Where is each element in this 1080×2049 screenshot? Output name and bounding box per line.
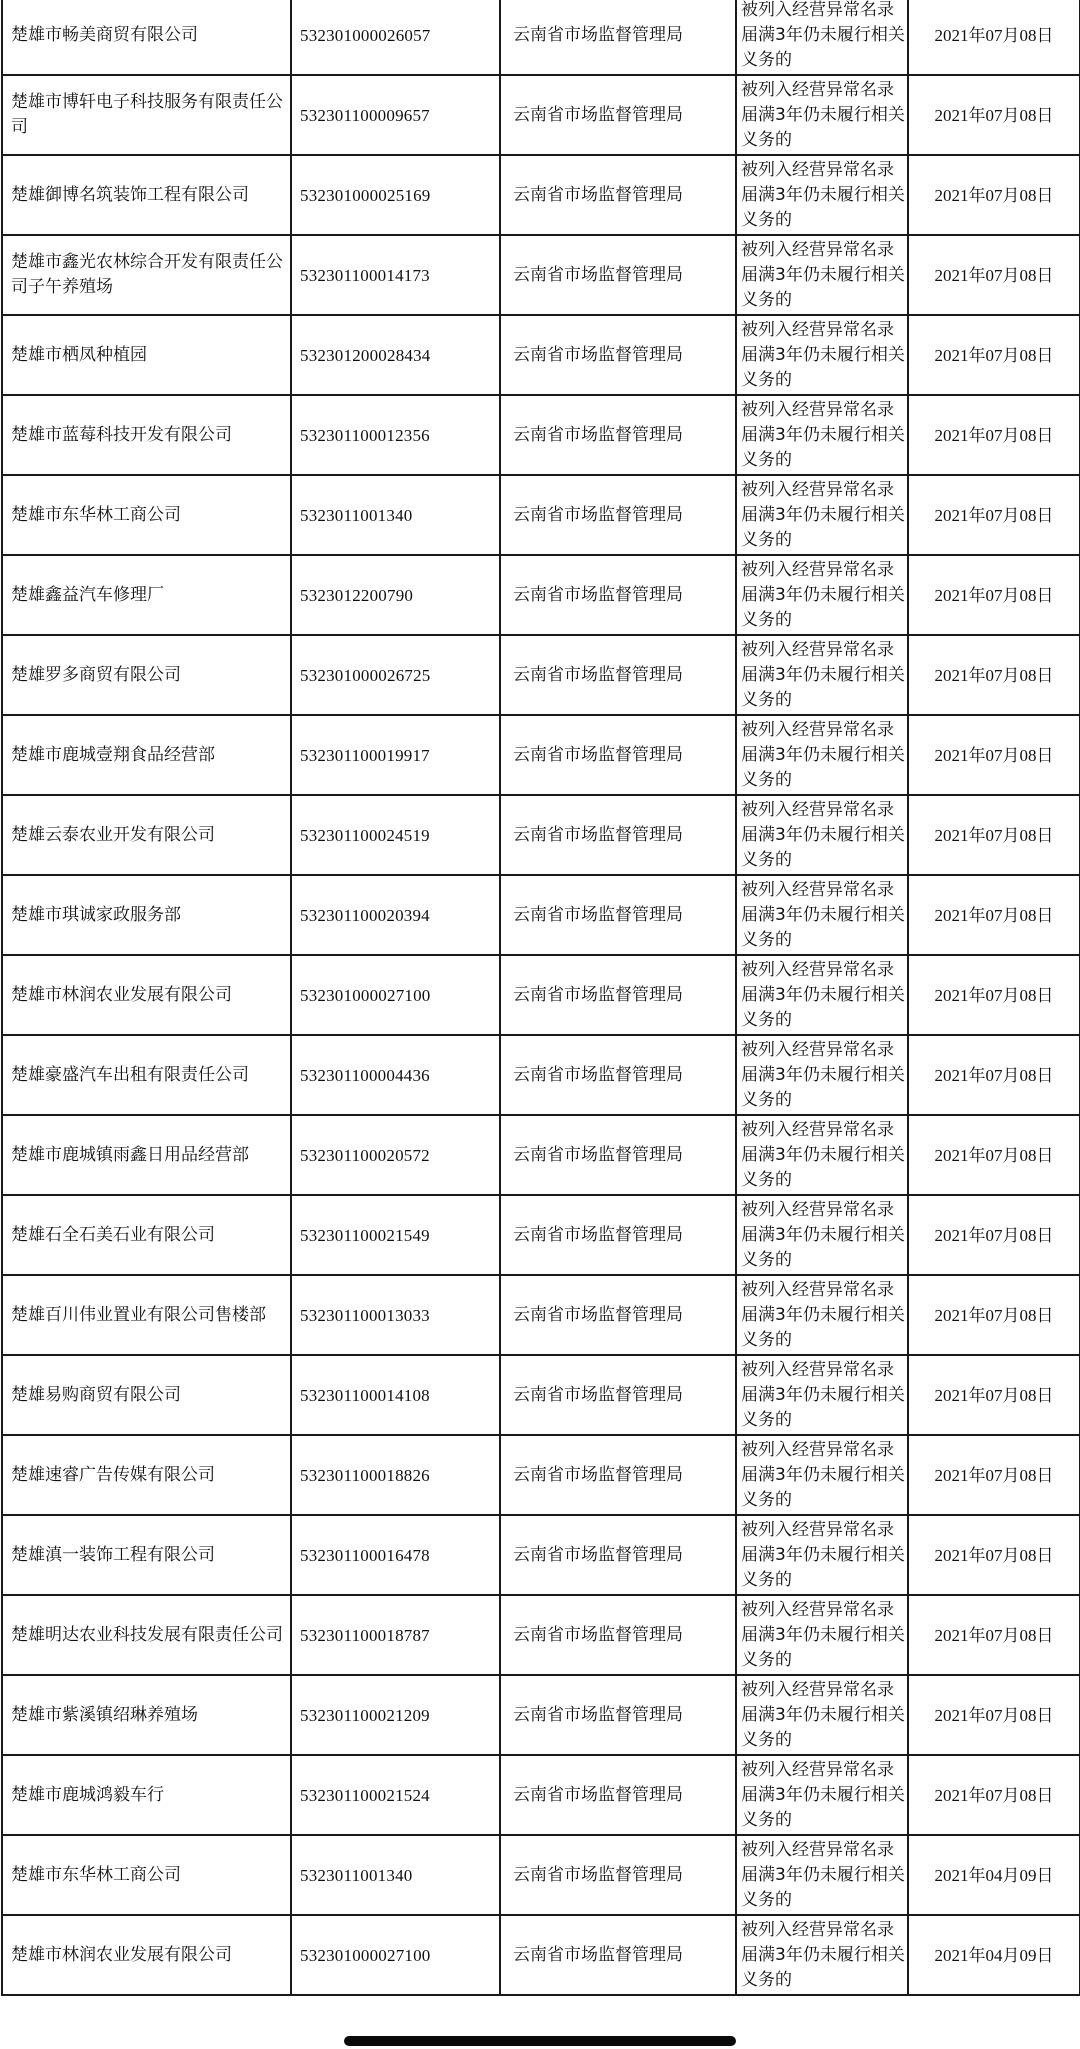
company-name-cell: 楚雄市紫溪镇绍琳养殖场	[2, 1675, 291, 1755]
authority-cell: 云南省市场监督管理局	[500, 1595, 736, 1675]
date-cell: 2021年07月08日	[908, 475, 1080, 555]
company-name-cell: 楚雄市林润农业发展有限公司	[2, 1915, 291, 1995]
authority-cell: 云南省市场监督管理局	[500, 1435, 736, 1515]
authority-cell: 云南省市场监督管理局	[500, 1355, 736, 1435]
date-cell: 2021年07月08日	[908, 1195, 1080, 1275]
company-name-cell: 楚雄鑫益汽车修理厂	[2, 555, 291, 635]
reason-cell: 被列入经营异常名录届满3年仍未履行相关义务的	[736, 1035, 908, 1115]
registration-code-cell: 532301100014108	[291, 1355, 500, 1435]
company-name-cell: 楚雄明达农业科技发展有限责任公司	[2, 1595, 291, 1675]
date-cell: 2021年04月09日	[908, 1835, 1080, 1915]
reason-cell: 被列入经营异常名录届满3年仍未履行相关义务的	[736, 875, 908, 955]
registration-code-cell: 532301100020572	[291, 1115, 500, 1195]
table-row	[2, 635, 1080, 715]
authority-cell: 云南省市场监督管理局	[500, 875, 736, 955]
reason-cell: 被列入经营异常名录届满3年仍未履行相关义务的	[736, 1595, 908, 1675]
date-cell: 2021年07月08日	[908, 1115, 1080, 1195]
company-name-cell: 楚雄罗多商贸有限公司	[2, 635, 291, 715]
registration-code-cell: 5323011001340	[291, 475, 500, 555]
table-row	[2, 1355, 1080, 1435]
table-row	[2, 955, 1080, 1035]
authority-cell: 云南省市场监督管理局	[500, 155, 736, 235]
registration-code-cell: 532301100014173	[291, 235, 500, 315]
date-cell: 2021年04月09日	[908, 1915, 1080, 1995]
authority-cell: 云南省市场监督管理局	[500, 315, 736, 395]
authority-cell: 云南省市场监督管理局	[500, 395, 736, 475]
authority-cell: 云南省市场监督管理局	[500, 1035, 736, 1115]
date-cell: 2021年07月08日	[908, 955, 1080, 1035]
company-name-cell: 楚雄速睿广告传媒有限公司	[2, 1435, 291, 1515]
date-cell: 2021年07月08日	[908, 1435, 1080, 1515]
company-name-cell: 楚雄市东华林工商公司	[2, 475, 291, 555]
reason-cell: 被列入经营异常名录届满3年仍未履行相关义务的	[736, 1355, 908, 1435]
reason-cell: 被列入经营异常名录届满3年仍未履行相关义务的	[736, 955, 908, 1035]
date-cell: 2021年07月08日	[908, 315, 1080, 395]
authority-cell: 云南省市场监督管理局	[500, 235, 736, 315]
reason-cell: 被列入经营异常名录届满3年仍未履行相关义务的	[736, 1515, 908, 1595]
date-cell: 2021年07月08日	[908, 715, 1080, 795]
registration-code-cell: 532301000027100	[291, 955, 500, 1035]
company-name-cell: 楚雄市鹿城镇雨鑫日用品经营部	[2, 1115, 291, 1195]
table-row	[2, 1915, 1080, 1995]
reason-cell: 被列入经营异常名录届满3年仍未履行相关义务的	[736, 155, 908, 235]
reason-cell: 被列入经营异常名录届满3年仍未履行相关义务的	[736, 1755, 908, 1835]
table-row	[2, 1035, 1080, 1115]
revocation-table	[1, 0, 1080, 1996]
date-cell: 2021年07月08日	[908, 1515, 1080, 1595]
table-row	[2, 1115, 1080, 1195]
home-indicator-bar[interactable]	[344, 2036, 736, 2046]
authority-cell: 云南省市场监督管理局	[500, 1275, 736, 1355]
table-row	[2, 235, 1080, 315]
company-name-cell: 楚雄市鹿城鸿毅车行	[2, 1755, 291, 1835]
date-cell: 2021年07月08日	[908, 1355, 1080, 1435]
table-row	[2, 1755, 1080, 1835]
reason-cell: 被列入经营异常名录届满3年仍未履行相关义务的	[736, 795, 908, 875]
table-row	[2, 395, 1080, 475]
authority-cell: 云南省市场监督管理局	[500, 1195, 736, 1275]
reason-cell: 被列入经营异常名录届满3年仍未履行相关义务的	[736, 1915, 908, 1995]
registration-code-cell: 532301100016478	[291, 1515, 500, 1595]
table-row	[2, 1435, 1080, 1515]
company-name-cell: 楚雄市东华林工商公司	[2, 1835, 291, 1915]
registration-code-cell: 532301100004436	[291, 1035, 500, 1115]
authority-cell: 云南省市场监督管理局	[500, 475, 736, 555]
registration-code-cell: 5323011001340	[291, 1835, 500, 1915]
company-name-cell: 楚雄市博轩电子科技服务有限责任公司	[2, 75, 291, 155]
reason-cell: 被列入经营异常名录届满3年仍未履行相关义务的	[736, 1115, 908, 1195]
table-row	[2, 1675, 1080, 1755]
registration-code-cell: 532301000025169	[291, 155, 500, 235]
table-row	[2, 0, 1080, 75]
table-row	[2, 1195, 1080, 1275]
table-row	[2, 475, 1080, 555]
company-name-cell: 楚雄市畅美商贸有限公司	[2, 0, 291, 75]
date-cell: 2021年07月08日	[908, 0, 1080, 75]
authority-cell: 云南省市场监督管理局	[500, 1515, 736, 1595]
authority-cell: 云南省市场监督管理局	[500, 75, 736, 155]
registration-code-cell: 532301100018826	[291, 1435, 500, 1515]
company-name-cell: 楚雄石全石美石业有限公司	[2, 1195, 291, 1275]
company-name-cell: 楚雄滇一装饰工程有限公司	[2, 1515, 291, 1595]
reason-cell: 被列入经营异常名录届满3年仍未履行相关义务的	[736, 475, 908, 555]
registration-code-cell: 532301100018787	[291, 1595, 500, 1675]
reason-cell: 被列入经营异常名录届满3年仍未履行相关义务的	[736, 1835, 908, 1915]
reason-cell: 被列入经营异常名录届满3年仍未履行相关义务的	[736, 0, 908, 75]
date-cell: 2021年07月08日	[908, 1675, 1080, 1755]
registration-code-cell: 532301100019917	[291, 715, 500, 795]
table-row	[2, 75, 1080, 155]
authority-cell: 云南省市场监督管理局	[500, 1915, 736, 1995]
company-name-cell: 楚雄云泰农业开发有限公司	[2, 795, 291, 875]
authority-cell: 云南省市场监督管理局	[500, 1115, 736, 1195]
reason-cell: 被列入经营异常名录届满3年仍未履行相关义务的	[736, 715, 908, 795]
date-cell: 2021年07月08日	[908, 1755, 1080, 1835]
reason-cell: 被列入经营异常名录届满3年仍未履行相关义务的	[736, 1195, 908, 1275]
table-row	[2, 1595, 1080, 1675]
reason-cell: 被列入经营异常名录届满3年仍未履行相关义务的	[736, 235, 908, 315]
company-name-cell: 楚雄百川伟业置业有限公司售楼部	[2, 1275, 291, 1355]
company-name-cell: 楚雄易购商贸有限公司	[2, 1355, 291, 1435]
table-row	[2, 795, 1080, 875]
table-row	[2, 555, 1080, 635]
company-name-cell: 楚雄市林润农业发展有限公司	[2, 955, 291, 1035]
registration-code-cell: 532301000027100	[291, 1915, 500, 1995]
company-name-cell: 楚雄豪盛汽车出租有限责任公司	[2, 1035, 291, 1115]
registration-code-cell: 532301100009657	[291, 75, 500, 155]
reason-cell: 被列入经营异常名录届满3年仍未履行相关义务的	[736, 1275, 908, 1355]
date-cell: 2021年07月08日	[908, 1275, 1080, 1355]
table-row	[2, 315, 1080, 395]
registration-code-cell: 532301100021549	[291, 1195, 500, 1275]
authority-cell: 云南省市场监督管理局	[500, 715, 736, 795]
date-cell: 2021年07月08日	[908, 555, 1080, 635]
registration-code-cell: 532301200028434	[291, 315, 500, 395]
registration-code-cell: 532301100024519	[291, 795, 500, 875]
company-name-cell: 楚雄市鹿城壹翔食品经营部	[2, 715, 291, 795]
registration-code-cell: 532301000026057	[291, 0, 500, 75]
authority-cell: 云南省市场监督管理局	[500, 955, 736, 1035]
reason-cell: 被列入经营异常名录届满3年仍未履行相关义务的	[736, 1435, 908, 1515]
reason-cell: 被列入经营异常名录届满3年仍未履行相关义务的	[736, 75, 908, 155]
registration-code-cell: 532301000026725	[291, 635, 500, 715]
table-row	[2, 875, 1080, 955]
authority-cell: 云南省市场监督管理局	[500, 555, 736, 635]
registration-code-cell: 5323012200790	[291, 555, 500, 635]
date-cell: 2021年07月08日	[908, 395, 1080, 475]
reason-cell: 被列入经营异常名录届满3年仍未履行相关义务的	[736, 395, 908, 475]
table-row	[2, 155, 1080, 235]
authority-cell: 云南省市场监督管理局	[500, 1835, 736, 1915]
date-cell: 2021年07月08日	[908, 1035, 1080, 1115]
registration-code-cell: 532301100021524	[291, 1755, 500, 1835]
registration-code-cell: 532301100021209	[291, 1675, 500, 1755]
registration-code-cell: 532301100012356	[291, 395, 500, 475]
registration-code-cell: 532301100020394	[291, 875, 500, 955]
company-name-cell: 楚雄市鑫光农林综合开发有限责任公司子午养殖场	[2, 235, 291, 315]
reason-cell: 被列入经营异常名录届满3年仍未履行相关义务的	[736, 315, 908, 395]
authority-cell: 云南省市场监督管理局	[500, 635, 736, 715]
table-row	[2, 1515, 1080, 1595]
date-cell: 2021年07月08日	[908, 635, 1080, 715]
company-name-cell: 楚雄市蓝莓科技开发有限公司	[2, 395, 291, 475]
authority-cell: 云南省市场监督管理局	[500, 1755, 736, 1835]
date-cell: 2021年07月08日	[908, 1595, 1080, 1675]
company-name-cell: 楚雄御博名筑装饰工程有限公司	[2, 155, 291, 235]
table-row	[2, 715, 1080, 795]
registration-code-cell: 532301100013033	[291, 1275, 500, 1355]
company-name-cell: 楚雄市琪诚家政服务部	[2, 875, 291, 955]
date-cell: 2021年07月08日	[908, 875, 1080, 955]
reason-cell: 被列入经营异常名录届满3年仍未履行相关义务的	[736, 1675, 908, 1755]
reason-cell: 被列入经营异常名录届满3年仍未履行相关义务的	[736, 555, 908, 635]
date-cell: 2021年07月08日	[908, 795, 1080, 875]
date-cell: 2021年07月08日	[908, 75, 1080, 155]
table-body	[2, 0, 1080, 1995]
table-row	[2, 1275, 1080, 1355]
authority-cell: 云南省市场监督管理局	[500, 0, 736, 75]
table-row	[2, 1835, 1080, 1915]
reason-cell: 被列入经营异常名录届满3年仍未履行相关义务的	[736, 635, 908, 715]
authority-cell: 云南省市场监督管理局	[500, 795, 736, 875]
date-cell: 2021年07月08日	[908, 235, 1080, 315]
company-name-cell: 楚雄市栖凤种植园	[2, 315, 291, 395]
date-cell: 2021年07月08日	[908, 155, 1080, 235]
authority-cell: 云南省市场监督管理局	[500, 1675, 736, 1755]
